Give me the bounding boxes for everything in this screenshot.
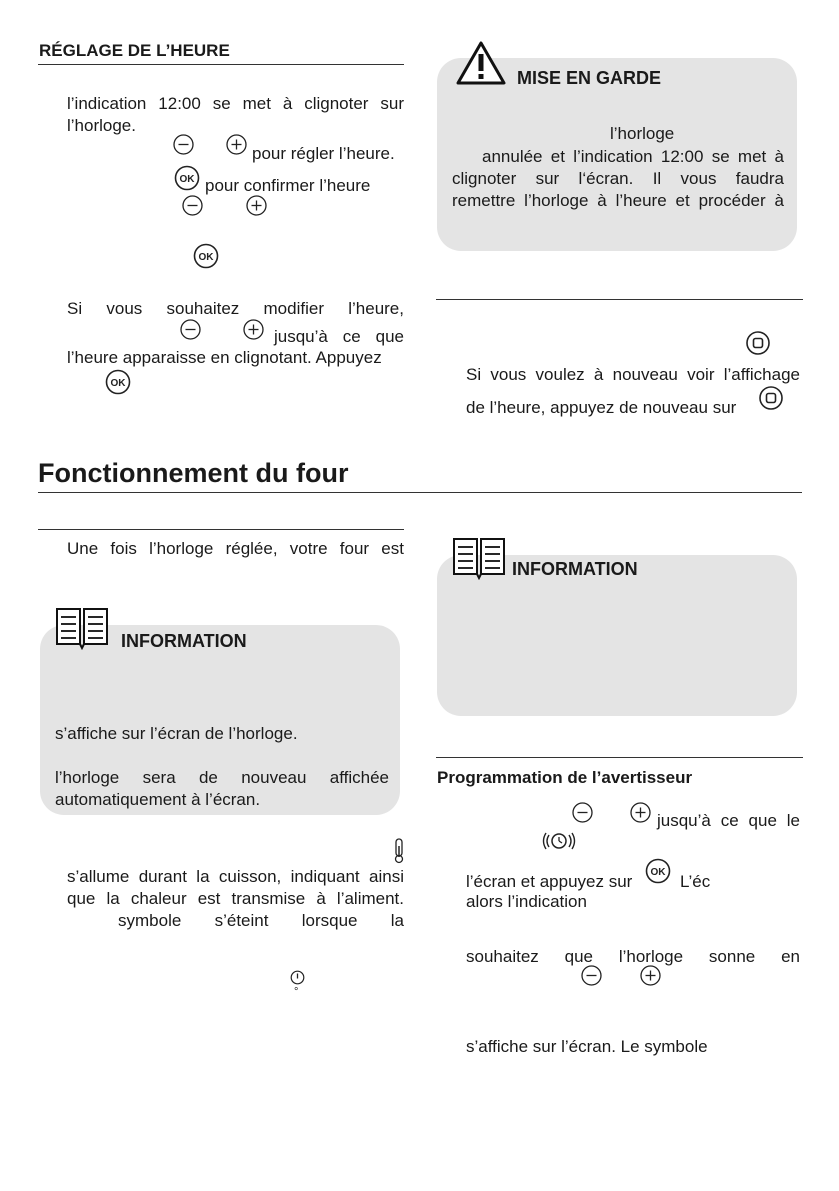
text-line: s’affiche sur l’écran. Le symbole — [466, 1037, 708, 1056]
section-title-rule — [38, 492, 802, 493]
minus-circle-icon — [572, 802, 593, 823]
ok-button-icon — [193, 243, 219, 269]
text-line: remettre l’horloge à l’heure et procéder à — [452, 191, 784, 210]
text-line: souhaitez que l’horloge sonne en — [466, 947, 800, 966]
information-book-icon — [452, 536, 506, 580]
minus-circle-icon — [173, 134, 194, 155]
ok-button-icon — [645, 858, 671, 884]
clock-key-icon — [759, 386, 783, 410]
ok-button-icon — [174, 165, 200, 191]
alarm-bell-icon — [542, 828, 576, 854]
section-rule — [436, 299, 803, 300]
minus-circle-icon — [180, 319, 201, 340]
text-line: pour régler l’heure. — [252, 144, 395, 163]
section-heading-clock: RÉGLAGE DE L’HEURE — [39, 41, 230, 60]
text-line: l’écran et appuyez sur — [466, 872, 633, 891]
svg-text:OK: OK — [179, 174, 195, 185]
timer-icon — [290, 970, 305, 985]
text-line: automatiquement à l’écran. — [55, 790, 261, 809]
text-line: l’horloge sera de nouveau affichée — [55, 768, 389, 787]
text-line: s’affiche sur l’écran de l’horloge. — [55, 724, 298, 743]
clock-key-icon — [746, 331, 770, 355]
text-line: L’éc — [680, 872, 711, 891]
text-line: que la chaleur est transmise à l’aliment. — [67, 889, 404, 908]
information-title: INFORMATION — [121, 631, 247, 651]
text-line: pour confirmer l’heure — [205, 176, 371, 195]
plus-circle-icon — [226, 134, 247, 155]
plus-circle-icon — [246, 195, 267, 216]
text-line: l’horloge — [610, 124, 675, 143]
minus-circle-icon — [182, 195, 203, 216]
svg-text:OK: OK — [198, 252, 214, 263]
text-line: l’horloge. — [67, 116, 136, 135]
text-line: de l’heure, appuyez de nouveau sur — [466, 398, 737, 417]
warning-title: MISE EN GARDE — [517, 68, 662, 88]
subsection-rule — [436, 757, 803, 758]
text-line: symbole s’éteint lorsque la — [118, 911, 404, 930]
text-line: alors l’indication — [466, 892, 587, 911]
text-line: jusqu’à ce que — [274, 327, 404, 346]
degree-symbol: ° — [294, 986, 299, 998]
ok-button-icon — [105, 369, 131, 395]
information-book-icon — [55, 606, 109, 650]
text-line: jusqu’à ce que le — [657, 811, 800, 830]
section-title: Fonctionnement du four — [38, 458, 349, 488]
plus-circle-icon — [630, 802, 651, 823]
svg-text:OK: OK — [650, 867, 666, 878]
text-line: s’allume durant la cuisson, indiquant ainsi — [67, 867, 404, 886]
text-line: Si vous voulez à nouveau voir l’affichage — [466, 365, 800, 384]
text-line: l’indication 12:00 se met à clignoter sur — [67, 94, 404, 113]
heat-indicator-icon — [394, 838, 404, 864]
text-line: clignoter sur l‘écran. Il vous faudra — [452, 169, 784, 188]
text-line: Une fois l’horloge réglée, votre four est — [67, 539, 404, 558]
information-title: INFORMATION — [512, 559, 638, 579]
warning-triangle-icon — [455, 40, 507, 86]
heading-rule — [38, 64, 404, 65]
plus-circle-icon — [243, 319, 264, 340]
text-line: Si vous souhaitez modifier l’heure, — [67, 299, 404, 318]
svg-text:OK: OK — [110, 378, 126, 389]
text-line: l’heure apparaisse en clignotant. Appuyez — [67, 348, 382, 367]
subsection-heading: Programmation de l’avertisseur — [437, 768, 693, 787]
subsection-rule — [38, 529, 404, 530]
plus-circle-icon — [640, 965, 661, 986]
text-line: annulée et l’indication 12:00 se met à — [482, 147, 784, 166]
minus-circle-icon — [581, 965, 602, 986]
